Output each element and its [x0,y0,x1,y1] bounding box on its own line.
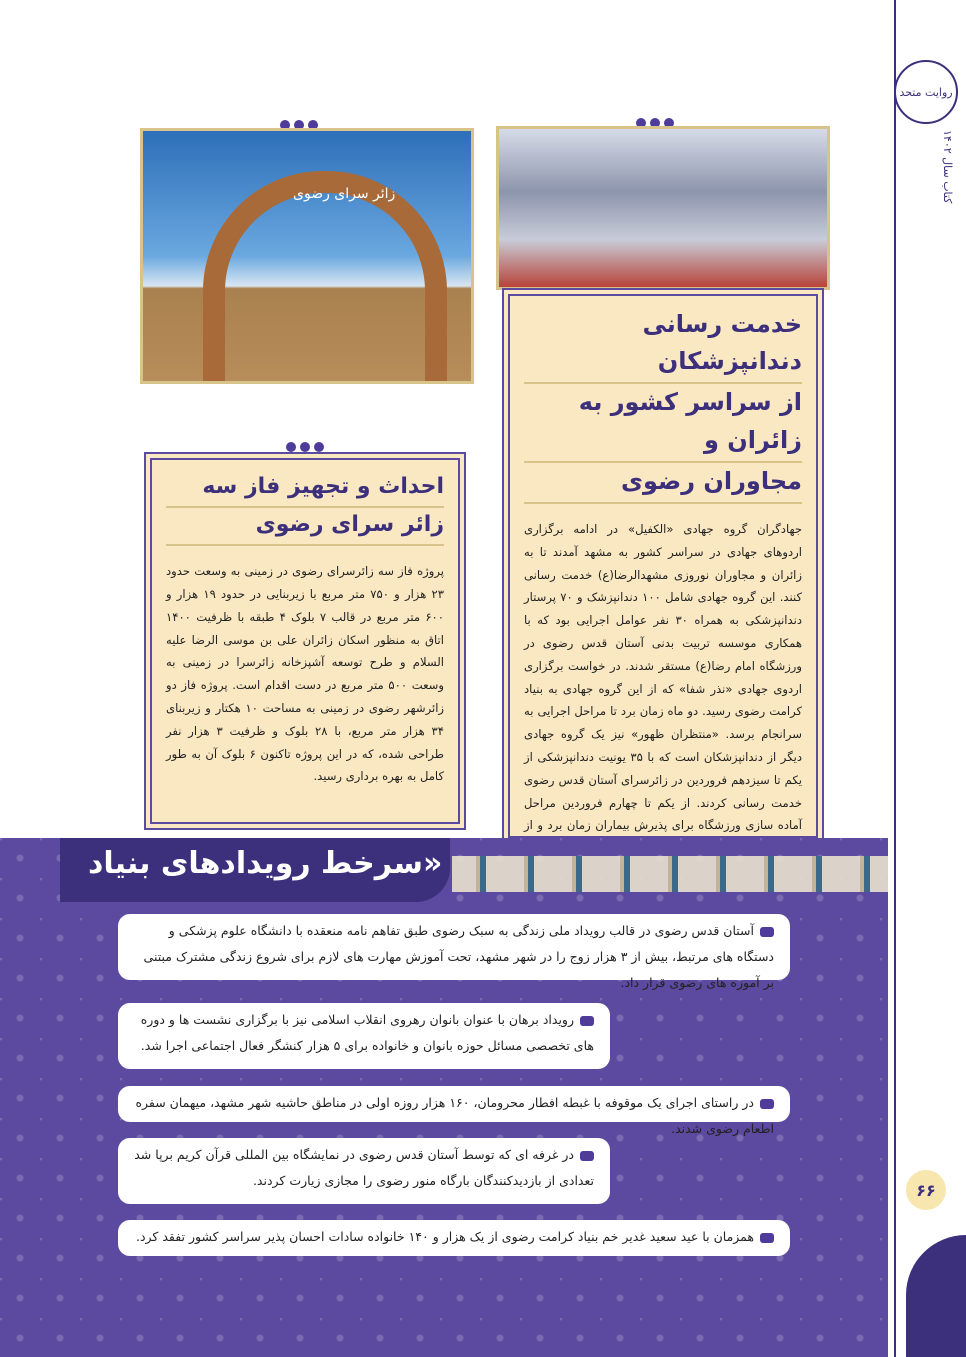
ornament-mid-left [286,440,324,454]
title-line: خدمت رسانی دندانپزشکان [524,306,802,384]
tile-ornament-strip [452,856,888,892]
book-year-label: کتاب سال ۱۴۰۲ [941,130,954,204]
ornament-dot [286,442,296,452]
pilgrim-house-article-card [150,458,460,824]
event-text: در غرفه ای که توسط آستان قدس رضوی در نمایشگاه بین المللی قرآن کریم برپا شد تعدادی از بازدیدکنندگان بارگاه منور رضوی را مجازی زیارت کردند. [134,1147,594,1188]
title-line: مجاوران رضوی [524,463,802,504]
pilgrim-house-gate-photo [140,128,474,384]
bullet-icon [580,1016,594,1026]
gate-arch [203,171,447,384]
dentists-article-card [508,294,818,838]
emblem-logo [894,60,958,124]
timeline-event [118,1003,610,1069]
ornament-dot [314,442,324,452]
event-text: آستان قدس رضوی در قالب رویداد ملی زندگی به سبک رضوی طبق تفاهم نامه منعقده با دانشگاه علوم پزشکی و دستگاه های مرتبط، بیش از ۳ هزار زوج را در شهر مشهد، تحت آموزش مهارت های لازم برای شروع زندگی مشترک مبتنی بر آموزه های رضوی قرار داد. [143,923,774,990]
title-line: احداث و تجهیز فاز سه [166,470,444,508]
emblem-text: روایت متحد [899,85,953,99]
side-divider [894,0,896,1357]
bullet-icon [580,1151,594,1161]
event-text: رویداد برهان با عنوان بانوان رهروی انقلاب اسلامی نیز با برگزاری نشست ها و دوره های تخصصی مسائل حوزه بانوان و خانواده برای ۵ هزار کنشگر فعال اجتماعی اجرا شد. [140,1012,594,1053]
timeline-event [118,1086,790,1136]
ornament-dot [300,442,310,452]
pilgrim-house-article-body: پروژه فاز سه زائرسرای رضوی در زمینی به وسعت حدود ۲۳ هزار و ۷۵۰ متر مربع با زیربنایی در حدود ۱۹ هزار و ۶۰۰ متر مربع در قالب ۷ بلوک ۴ طبقه با ظرفیت ۱۴۰۰ اتاق به منظور اسکان زائران علی بن موسی الرضا علیه السلام و طرح توسعه آشپزخانه زائرسرا در زمینی به وسعت ۵۰۰ متر مربع در دست اقدام است. پروژه فاز دو زائرشهر رضوی در زمینی به مساحت ۱۰ هکتار و زیربنای ۳۴ هزار متر مربع، با ۲۸ بلوک و ظرفیت ۳ هزار نفر طراحی شده، که در این پروژه تاکنون ۶ بلوک آن به طور کامل به بهره برداری رسید. [166,564,445,784]
timeline-event [118,1138,610,1204]
dentists-article-title [510,296,816,510]
bullet-icon [760,1099,774,1109]
gate-sign: زائر سرای رضوی [293,186,396,202]
timeline-event [118,914,790,990]
side-band [896,0,966,1357]
bullet-icon [760,1233,774,1243]
timeline-title: «سرخط رویدادهای بنیاد [88,846,443,881]
event-text: در راستای اجرای یک موقوفه با غبطه افطار محرومان، ۱۶۰ هزار روزه اولی در مناطق حاشیه شهر مشهد، میهمان سفره اطعام رضوی شدند. [135,1095,774,1136]
bullet-icon [760,927,774,937]
pilgrim-house-article-title [152,460,458,552]
timeline-event [118,1220,790,1256]
title-line: از سراسر کشور به زائران و [524,384,802,462]
dental-service-photo [496,126,830,290]
title-line: زائر سرای رضوی [166,508,444,546]
event-text: همزمان با عید سعید غدیر خم بنیاد کرامت رضوی از یک هزار و ۱۴۰ خانواده سادات احسان پذیر سراسر کشور تفقد کرد. [135,1229,754,1244]
dentists-article-body: جهادگران گروه جهادی «الکفیل» در ادامه برگزاری اردوهای جهادی در سراسر کشور به مشهد آمدند تا به زائران و مجاوران نوروزی مشهدالرضا(ع) خدمت رسانی کنند. این گروه جهادی شامل ۱۰۰ دندانپزشک و ۷۰ پرستار دندانپزشکی به همراه ۳۰ نفر عوامل اجرایی بود که با همکاری موسسه تربیت بدنی آستان قدس رضوی در ورزشگاه امام رضا(ع) مستقر شدند. در خواست برگزاری اردوی جهادی «نذر شفا» که از این گروه جهادی به بنیاد کرامت رضوی رسید. دو ماه زمان برد تا مراحل اجرایی به سرانجام برسد. «منتظران ظهور» نیز یک گروه جهادی دیگر از دندانپزشکان است که با ۳۵ یونیت دندانپزشکی از یکم تا سیزدهم فروردین در زائرسرای آستان قدس رضوی خدمت رسانی کردند. از یکم تا چهارم فروردین مراحل آماده سازی ورزشگاه برای پذیرش بیماران زمان برد و از [524,521,802,833]
page-number: ۶۶ [906,1170,946,1210]
